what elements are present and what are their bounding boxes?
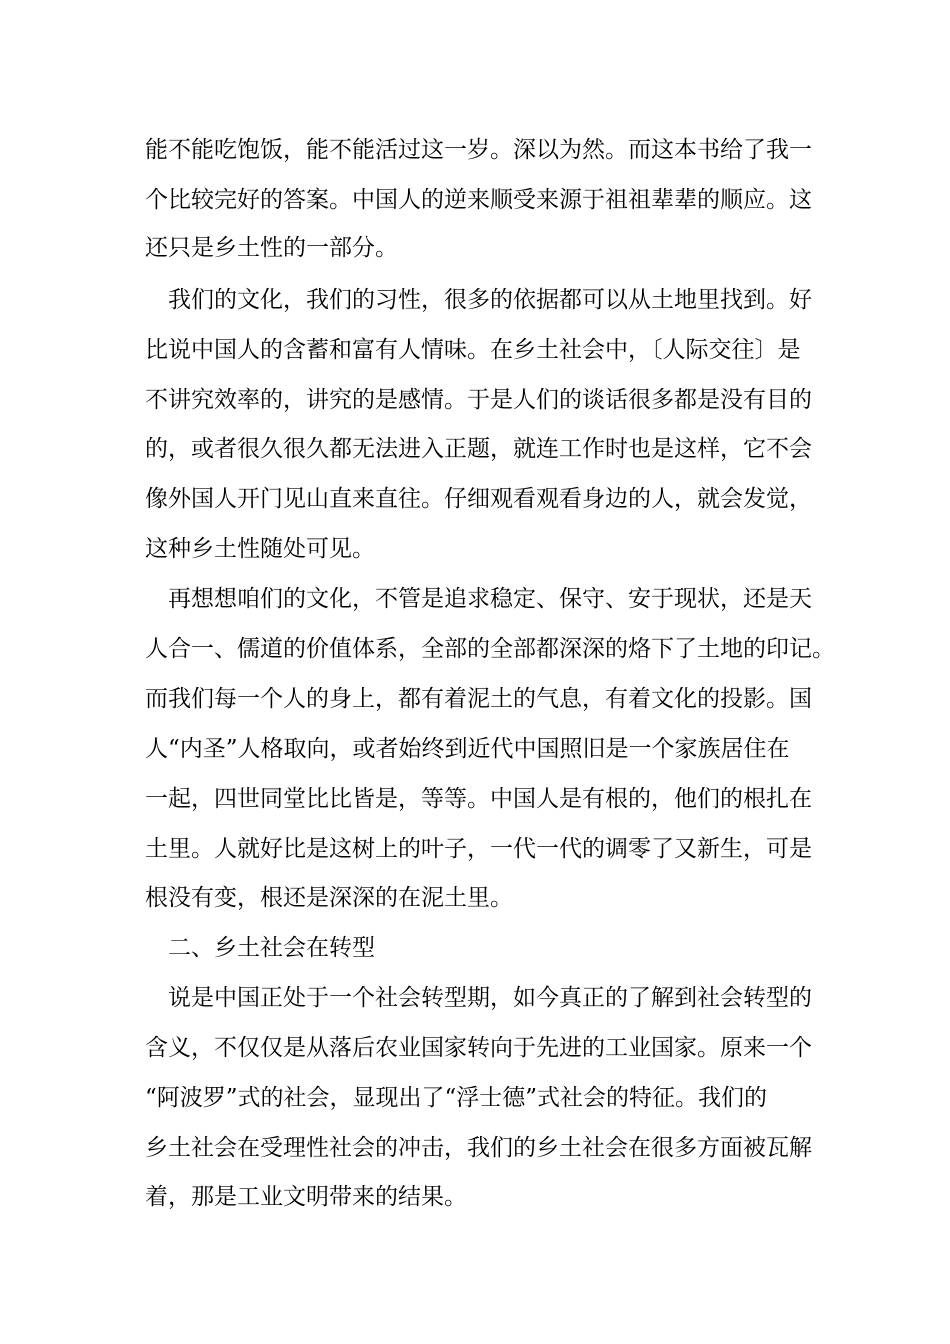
text-line: 含义，不仅仅是从落后农业国家转向于先进的工业国家。原来一个	[145, 1035, 812, 1061]
text-line: 土里。人就好比是这树上的叶子，一代一代的调零了又新生，可是	[145, 836, 812, 862]
text-line: 而我们每一个人的身上，都有着泥土的气息，有着文化的投影。国	[145, 686, 812, 712]
text-line: 根没有变，根还是深深的在泥土里。	[145, 885, 513, 911]
text-line: 个比较完好的答案。中国人的逆来顺受来源于祖祖辈辈的顺应。这	[145, 187, 812, 213]
text-line: 还只是乡土性的一部分。	[145, 235, 398, 261]
text-line: “阿波罗”式的社会，显现出了“浮士德”式社会的特征。我们的	[145, 1085, 768, 1111]
text-line: 比说中国人的含蓄和富有人情味。在乡土社会中，〔人际交往〕是	[145, 337, 801, 363]
text-line: 像外国人开门见山直来直往。仔细观看观看身边的人，就会发觉，	[145, 486, 812, 512]
text-line: 的，或者很久很久都无法进入正题，就连工作时也是这样，它不会	[145, 436, 812, 462]
text-line: 我们的文化，我们的习性，很多的依据都可以从土地里找到。好	[168, 287, 812, 313]
text-line: 着，那是工业文明带来的结果。	[145, 1184, 467, 1210]
text-line: 再想想咱们的文化，不管是追求稳定、保守、安于现状，还是天	[168, 586, 812, 612]
text-line: 人合一、儒道的价值体系，全部的全部都深深的烙下了土地的印记。	[145, 636, 835, 662]
text-line: 说是中国正处于一个社会转型期，如今真正的了解到社会转型的	[168, 985, 812, 1011]
section-heading: 二、乡土社会在转型	[168, 935, 375, 961]
text-line: 人“内圣”人格取向，或者始终到近代中国照旧是一个家族居住在	[145, 736, 790, 762]
text-line: 不讲究效率的，讲究的是感情。于是人们的谈话很多都是没有目的	[145, 387, 812, 413]
text-line: 一起，四世同堂比比皆是，等等。中国人是有根的，他们的根扎在	[145, 786, 812, 812]
text-line: 这种乡土性随处可见。	[145, 536, 375, 562]
text-line: 能不能吃饱饭，能不能活过这一岁。深以为然。而这本书给了我一	[145, 137, 812, 163]
text-line: 乡土社会在受理性社会的冲击，我们的乡土社会在很多方面被瓦解	[145, 1135, 812, 1161]
